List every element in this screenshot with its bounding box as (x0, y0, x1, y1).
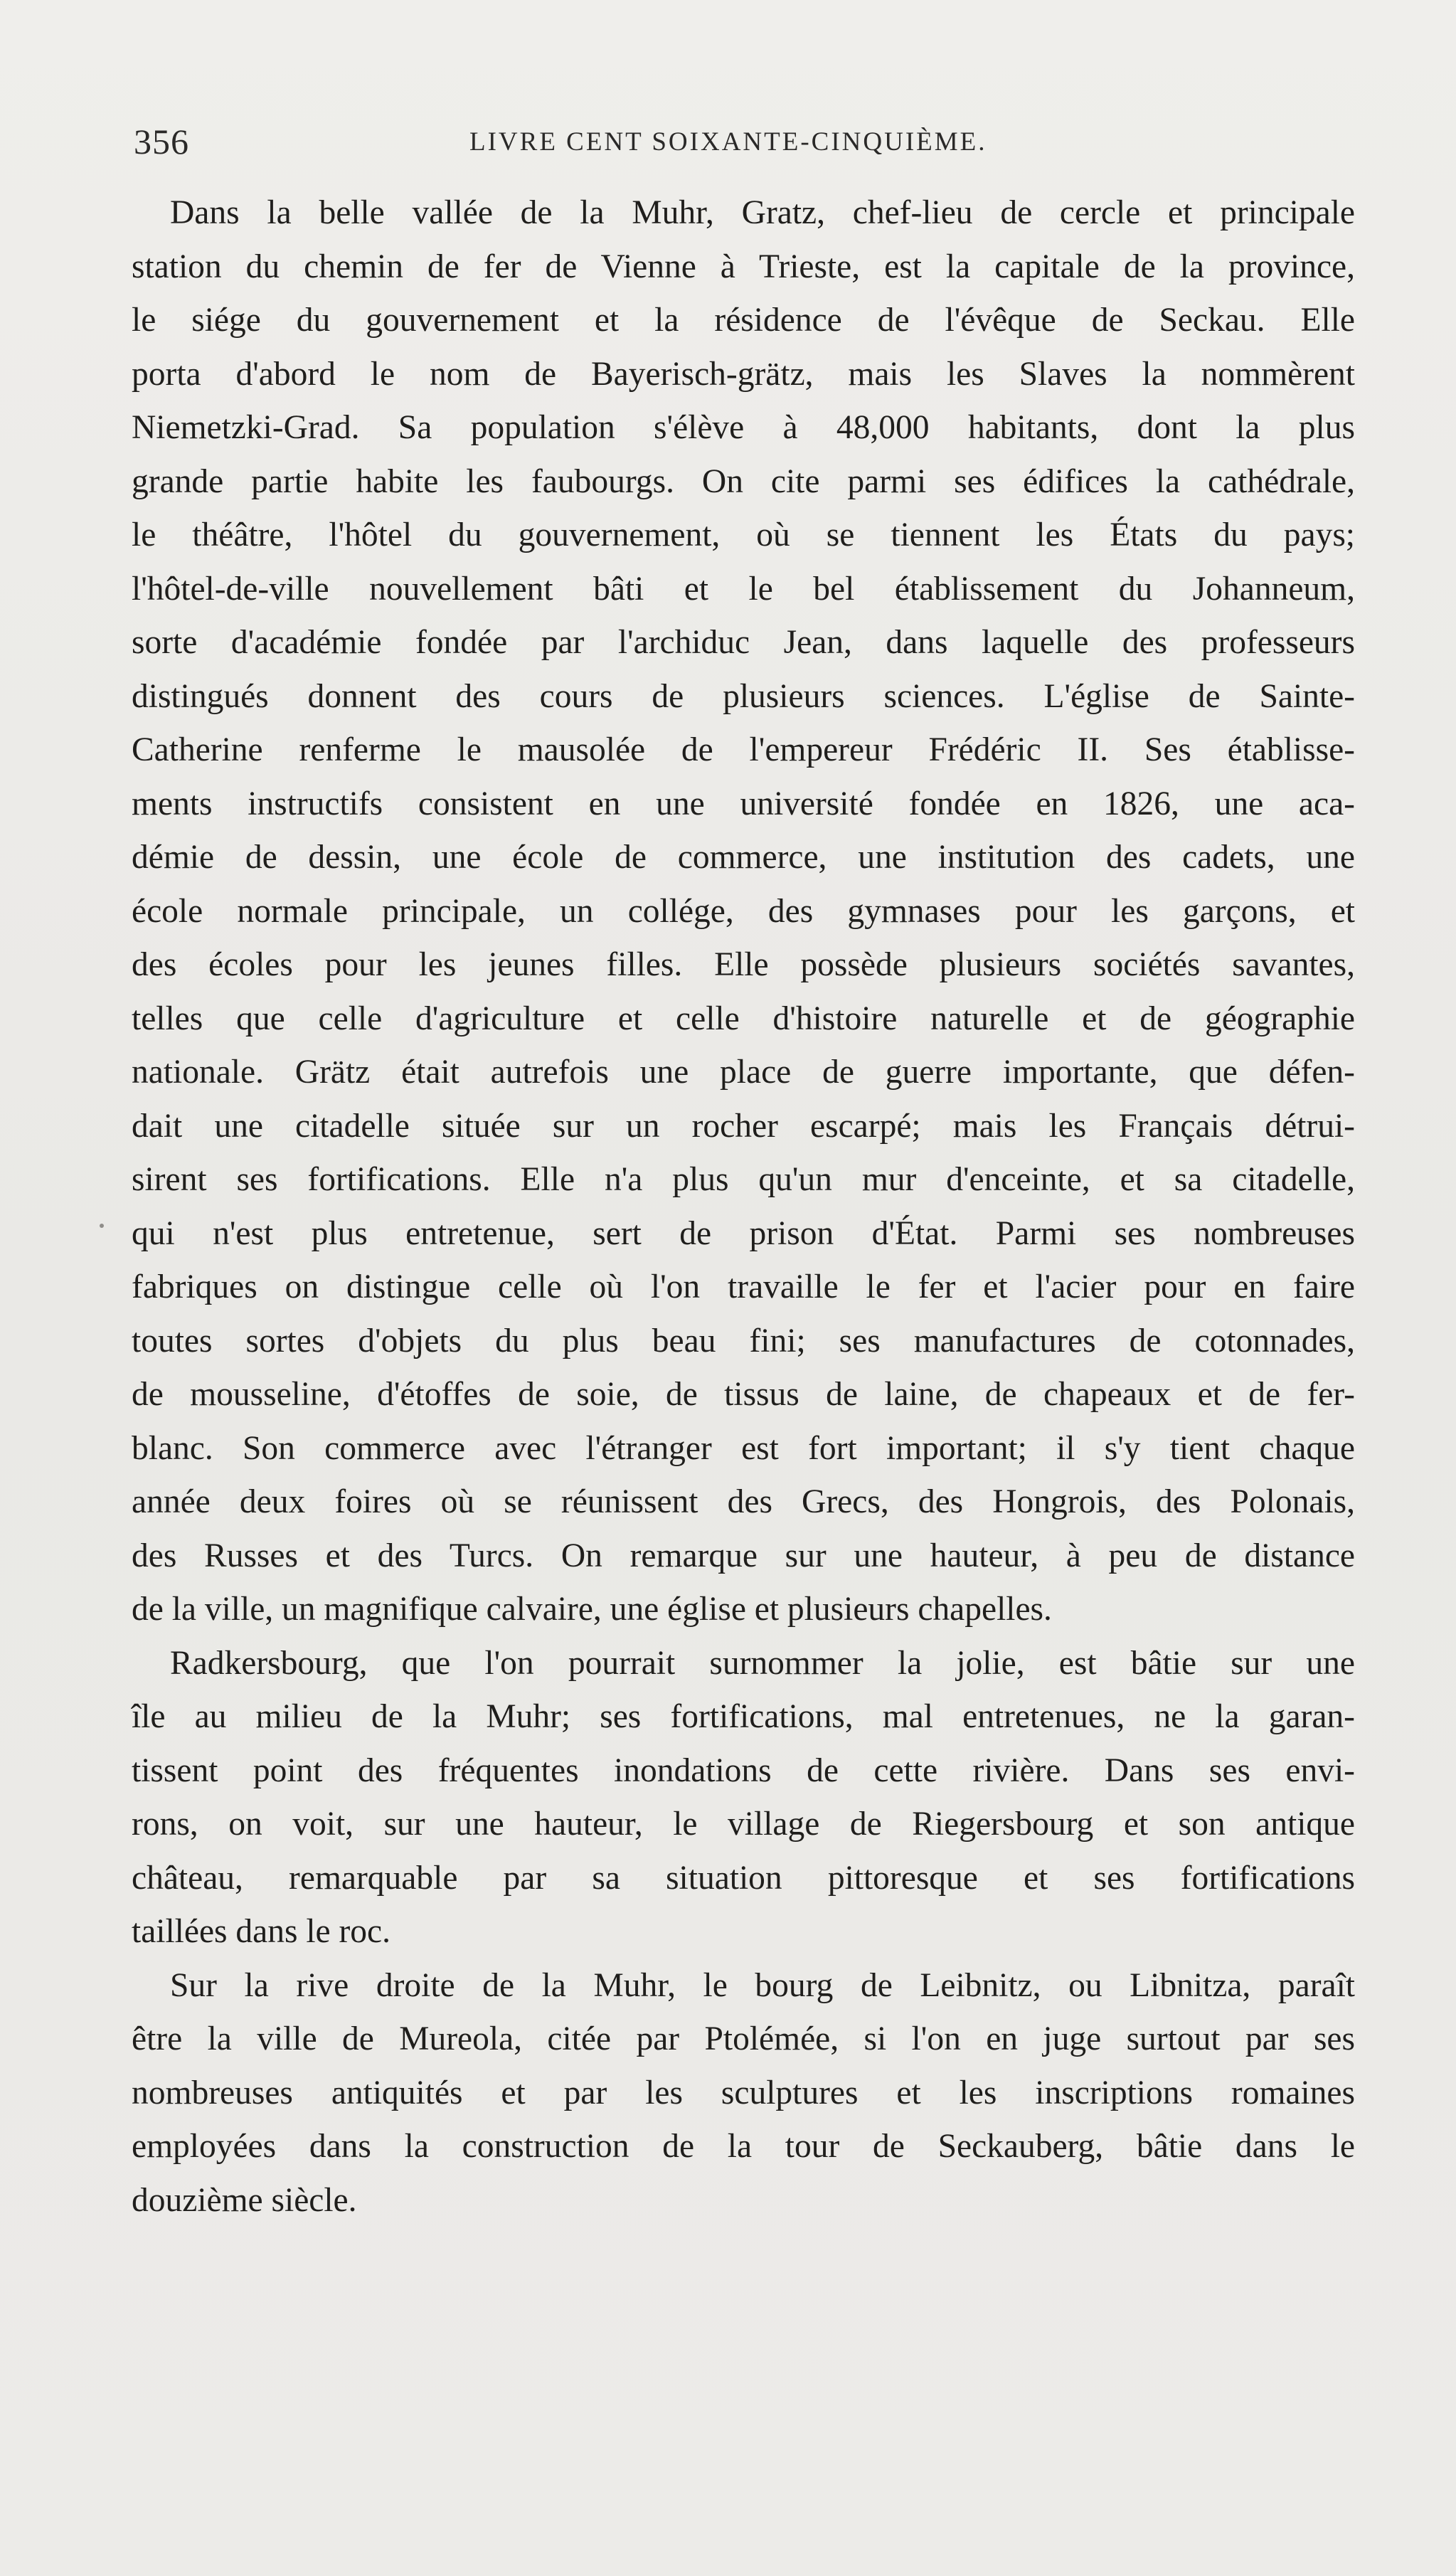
text-line: nombreuses antiquités et par les sculptures et les inscriptions romaines (132, 2074, 1355, 2111)
margin-speck (100, 1224, 104, 1228)
text-line: des Russes et des Turcs. On remarque sur une hauteur, à peu de distance (132, 1537, 1355, 1574)
text-line: distingués donnent des cours de plusieurs sciences. L'église de Sainte- (132, 677, 1355, 715)
running-head: LIVRE CENT SOIXANTE-CINQUIÈME. (469, 127, 987, 157)
text-line: douzième siècle. (132, 2181, 357, 2219)
text-line: toutes sortes d'objets du plus beau fini; ses manufactures de cotonnades, (132, 1322, 1355, 1359)
text-line: Catherine renferme le mausolée de l'empereur Frédéric II. Ses établisse- (132, 731, 1355, 768)
text-line: nationale. Grätz était autrefois une place de guerre importante, que défen- (132, 1054, 1355, 1091)
text-line: être la ville de Mureola, citée par Ptolémée, si l'on en juge surtout par ses (132, 2020, 1355, 2057)
text-line: de mousseline, d'étoffes de soie, de tissus de laine, de chapeaux et de fer- (132, 1376, 1355, 1413)
text-line: employées dans la construction de la tour de Seckauberg, bâtie dans le (132, 2128, 1355, 2165)
text-line: île au milieu de la Muhr; ses fortifications, mal entretenues, ne la garan- (132, 1698, 1355, 1735)
text-line: Sur la rive droite de la Muhr, le bourg de Leibnitz, ou Libnitza, paraît (170, 1966, 1355, 2004)
body-text (132, 186, 1355, 2227)
paragraph-gratz (132, 186, 1355, 1637)
text-line: le théâtre, l'hôtel du gouvernement, où se tiennent les États du pays; (132, 516, 1355, 553)
text-line: ments instructifs consistent en une université fondée en 1826, une aca- (132, 785, 1355, 822)
text-line: taillées dans le roc. (132, 1913, 391, 1950)
text-line: Niemetzki-Grad. Sa population s'élève à 48,000 habitants, dont la plus (132, 409, 1355, 446)
text-line: démie de dessin, une école de commerce, une institution des cadets, une (132, 839, 1355, 876)
text-line: tissent point des fréquentes inondations de cette rivière. Dans ses envi- (132, 1751, 1355, 1789)
text-line: château, remarquable par sa situation pittoresque et ses fortifications (132, 1859, 1355, 1897)
text-line: école normale principale, un collége, des gymnases pour les garçons, et (132, 892, 1355, 930)
page-number: 356 (134, 122, 189, 161)
text-line: Radkersbourg, que l'on pourrait surnommer la jolie, est bâtie sur une (170, 1644, 1355, 1682)
text-line: l'hôtel-de-ville nouvellement bâti et le bel établissement du Johanneum, (132, 570, 1355, 608)
text-line: sorte d'académie fondée par l'archiduc Jean, dans laquelle des professeurs (132, 624, 1355, 661)
text-line: station du chemin de fer de Vienne à Trieste, est la capitale de la province, (132, 248, 1355, 285)
text-line: blanc. Son commerce avec l'étranger est fort important; il s'y tient chaque (132, 1429, 1355, 1467)
text-line: dait une citadelle située sur un rocher escarpé; mais les Français détrui- (132, 1107, 1355, 1145)
text-line: des écoles pour les jeunes filles. Elle possède plusieurs sociétés savantes, (132, 946, 1355, 983)
text-line: de la ville, un magnifique calvaire, une église et plusieurs chapelles. (132, 1591, 1052, 1628)
text-line: année deux foires où se réunissent des Grecs, des Hongrois, des Polonais, (132, 1483, 1355, 1520)
text-line: telles que celle d'agriculture et celle d'histoire naturelle et de géographie (132, 1000, 1355, 1037)
text-line: rons, on voit, sur une hauteur, le village de Riegersbourg et son antique (132, 1806, 1355, 1843)
paragraph-radkersbourg (132, 1637, 1355, 1959)
text-line: Dans la belle vallée de la Muhr, Gratz, chef-lieu de cercle et principale (170, 194, 1355, 231)
text-line: sirent ses fortifications. Elle n'a plus qu'un mur d'enceinte, et sa citadelle, (132, 1161, 1355, 1198)
text-line: le siége du gouvernement et la résidence de l'évêque de Seckau. Elle (132, 302, 1355, 339)
text-line: qui n'est plus entretenue, sert de prison d'État. Parmi ses nombreuses (132, 1214, 1355, 1252)
paragraph-leibnitz (132, 1959, 1355, 2228)
text-line: grande partie habite les faubourgs. On cite parmi ses édifices la cathédrale, (132, 462, 1355, 500)
text-line: porta d'abord le nom de Bayerisch-grätz, mais les Slaves la nommèrent (132, 355, 1355, 393)
text-line: fabriques on distingue celle où l'on travaille le fer et l'acier pour en faire (132, 1268, 1355, 1305)
